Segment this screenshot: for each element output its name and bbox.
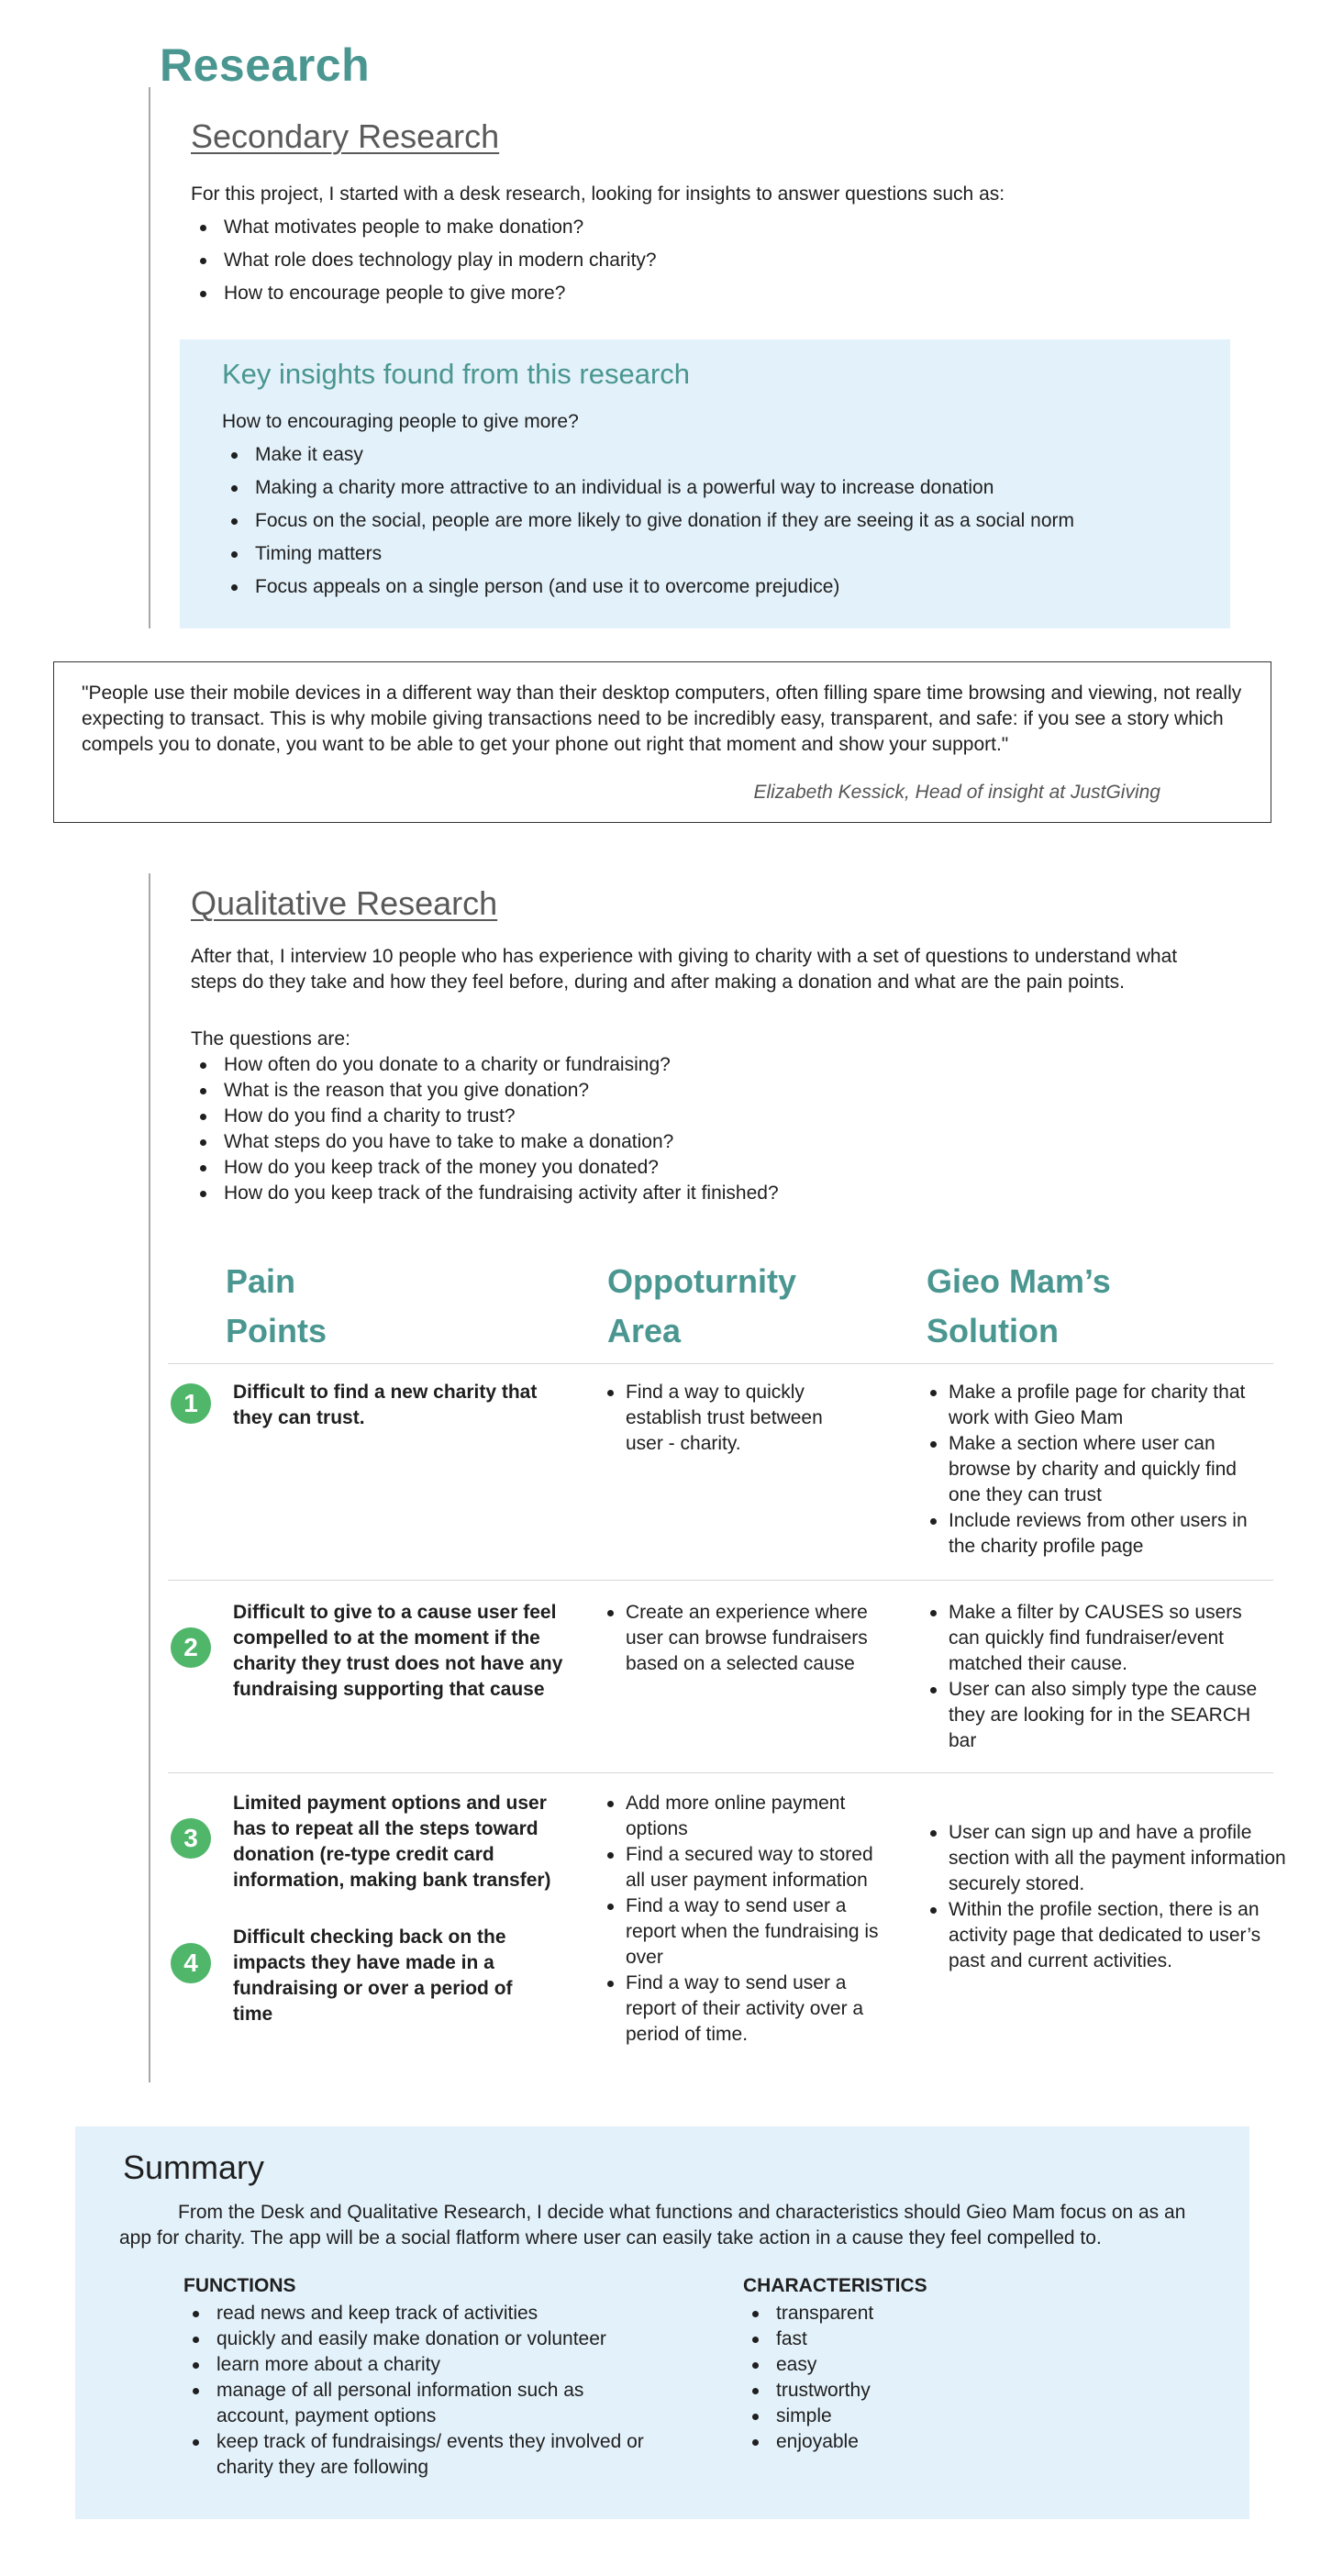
list-item: Timing matters — [222, 541, 1194, 567]
header-solution — [927, 1257, 1111, 1356]
header-pain-line2: Points — [226, 1312, 327, 1349]
table-divider — [168, 1580, 1273, 1581]
list-item: What steps do you have to take to make a donation? — [191, 1129, 1108, 1155]
research-title: Research — [160, 39, 371, 91]
list-item: How do you keep track of the fundraising activity after it finished? — [191, 1181, 1108, 1206]
summary-title: Summary — [123, 2149, 265, 2186]
row-number-badge: 4 — [171, 1943, 211, 1983]
list-item: What role does technology play in modern charity? — [191, 248, 1200, 273]
key-insights-panel — [180, 339, 1230, 628]
list-item: transparent — [743, 2301, 1018, 2326]
pain-point-text: Difficult to give to a cause user feel compelled to at the moment if the charity they trust does not have any fundraising supporting that cause — [233, 1602, 563, 1700]
list-item: User can sign up and have a profile section with all the payment information securely stored. — [930, 1820, 1297, 1897]
table-divider — [168, 1363, 1273, 1364]
list-item: Find a secured way to stored all user payment information — [607, 1842, 883, 1893]
key-insights-title: Key insights found from this research — [222, 358, 691, 390]
list-item: learn more about a charity — [183, 2352, 660, 2378]
row-number-badge: 2 — [171, 1627, 211, 1668]
section-divider-line — [149, 873, 150, 2082]
row-number-badge: 1 — [171, 1383, 211, 1424]
list-item: manage of all personal information such as account, payment options — [183, 2378, 660, 2429]
list-item: Make a profile page for charity that work with Gieo Mam — [930, 1380, 1260, 1431]
list-item: Making a charity more attractive to an individual is a powerful way to increase donation — [222, 475, 1194, 501]
characteristics-list — [743, 2301, 1018, 2455]
functions-label: FUNCTIONS — [183, 2275, 296, 2296]
qualitative-intro: After that, I interview 10 people who has experience with giving to charity with a set of questions to understand what steps do they take and how they feel before, during and after making a donation and what are the pain points. — [191, 946, 1178, 993]
list-item: Create an experience where user can browse fundraisers based on a selected cause — [607, 1600, 883, 1677]
list-item: Make a section where user can browse by charity and quickly find one they can trust — [930, 1431, 1260, 1508]
secondary-research-heading: Secondary Research — [191, 117, 500, 155]
quote-author: Elizabeth Kessick, Head of insight at JustGiving — [753, 782, 1160, 803]
list-item: How to encourage people to give more? — [191, 281, 1200, 306]
list-item: User can also simply type the cause they are looking for in the SEARCH bar — [930, 1677, 1260, 1754]
qualitative-question-list — [191, 1052, 1108, 1206]
section-divider-line — [149, 87, 150, 628]
list-item: Focus appeals on a single person (and use it to overcome prejudice) — [222, 574, 1194, 600]
pain-point-text: Difficult to find a new charity that they can trust. — [233, 1382, 538, 1428]
list-item: trustworthy — [743, 2378, 1018, 2404]
quote-text: "People use their mobile devices in a different way than their desktop computers, often filling spare time browsing and viewing, not really expecting to transact. This is why mobile giving transactions need to be incredibly easy, transparent, and safe: if you see a story which compels you to donate, you want to be able to get your phone out right that moment and show your support." — [82, 683, 1242, 755]
header-pain-points — [226, 1257, 327, 1356]
list-item: How do you keep track of the money you donated? — [191, 1155, 1108, 1181]
opportunity-list — [607, 1380, 855, 1457]
table-divider — [168, 1772, 1273, 1773]
summary-panel — [75, 2126, 1249, 2519]
list-item: Add more online payment options — [607, 1791, 883, 1842]
list-item: enjoyable — [743, 2429, 1018, 2455]
questions-label: The questions are: — [191, 1028, 350, 1049]
header-opp-line1: Oppoturnity — [607, 1262, 796, 1300]
list-item: Focus on the social, people are more likely to give donation if they are seeing it as a social norm — [222, 508, 1194, 534]
list-item: easy — [743, 2352, 1018, 2378]
header-sol-line1: Gieo Mam’s — [927, 1262, 1111, 1300]
characteristics-label: CHARACTERISTICS — [743, 2275, 927, 2296]
list-item: fast — [743, 2326, 1018, 2352]
list-item: How do you find a charity to trust? — [191, 1104, 1108, 1129]
opportunity-list — [607, 1600, 883, 1677]
list-item: Within the profile section, there is an activity page that dedicated to user’s past and current activities. — [930, 1897, 1297, 1974]
pain-point-text: Limited payment options and user has to repeat all the steps toward donation (re-type credit card information, making bank transfer) — [233, 1793, 551, 1891]
list-item: How often do you donate to a charity or fundraising? — [191, 1052, 1108, 1078]
list-item: read news and keep track of activities — [183, 2301, 660, 2326]
solution-list — [930, 1380, 1260, 1560]
key-insights-list — [222, 442, 1194, 607]
list-item: Find a way to send user a report when the fundraising is over — [607, 1893, 883, 1971]
list-item: Make a filter by CAUSES so users can quickly find fundraiser/event matched their cause. — [930, 1600, 1260, 1677]
quote-box — [53, 661, 1271, 823]
summary-text: From the Desk and Qualitative Research, I decide what functions and characteristics should Gieo Mam focus on as an app for charity. The app will be a social flatform where user can easily take action in a cause they feel compelled to. — [119, 2202, 1186, 2248]
list-item: Make it easy — [222, 442, 1194, 468]
list-item: What motivates people to make donation? — [191, 215, 1200, 240]
opportunity-list — [607, 1791, 883, 2048]
list-item: What is the reason that you give donation? — [191, 1078, 1108, 1104]
pain-point-text: Difficult checking back on the impacts they have made in a fundraising or over a period of time — [233, 1926, 513, 2025]
functions-list — [183, 2301, 660, 2481]
qualitative-research-heading: Qualitative Research — [191, 884, 498, 922]
secondary-intro: For this project, I started with a desk research, looking for insights to answer questions such as: — [191, 183, 1005, 205]
list-item: Include reviews from other users in the charity profile page — [930, 1508, 1260, 1560]
list-item: simple — [743, 2404, 1018, 2429]
secondary-question-list — [191, 215, 1200, 314]
header-opp-line2: Area — [607, 1312, 682, 1349]
header-sol-line2: Solution — [927, 1312, 1059, 1349]
header-pain-line1: Pain — [226, 1262, 296, 1300]
solution-list — [930, 1820, 1297, 1974]
list-item: keep track of fundraisings/ events they involved or charity they are following — [183, 2429, 660, 2481]
solution-list — [930, 1600, 1260, 1754]
row-number-badge: 3 — [171, 1818, 211, 1859]
list-item: Find a way to send user a report of their activity over a period of time. — [607, 1971, 883, 2048]
list-item: Find a way to quickly establish trust between user - charity. — [607, 1380, 855, 1457]
list-item: quickly and easily make donation or volunteer — [183, 2326, 660, 2352]
header-opportunity-area — [607, 1257, 796, 1356]
key-insights-question: How to encouraging people to give more? — [222, 411, 579, 432]
